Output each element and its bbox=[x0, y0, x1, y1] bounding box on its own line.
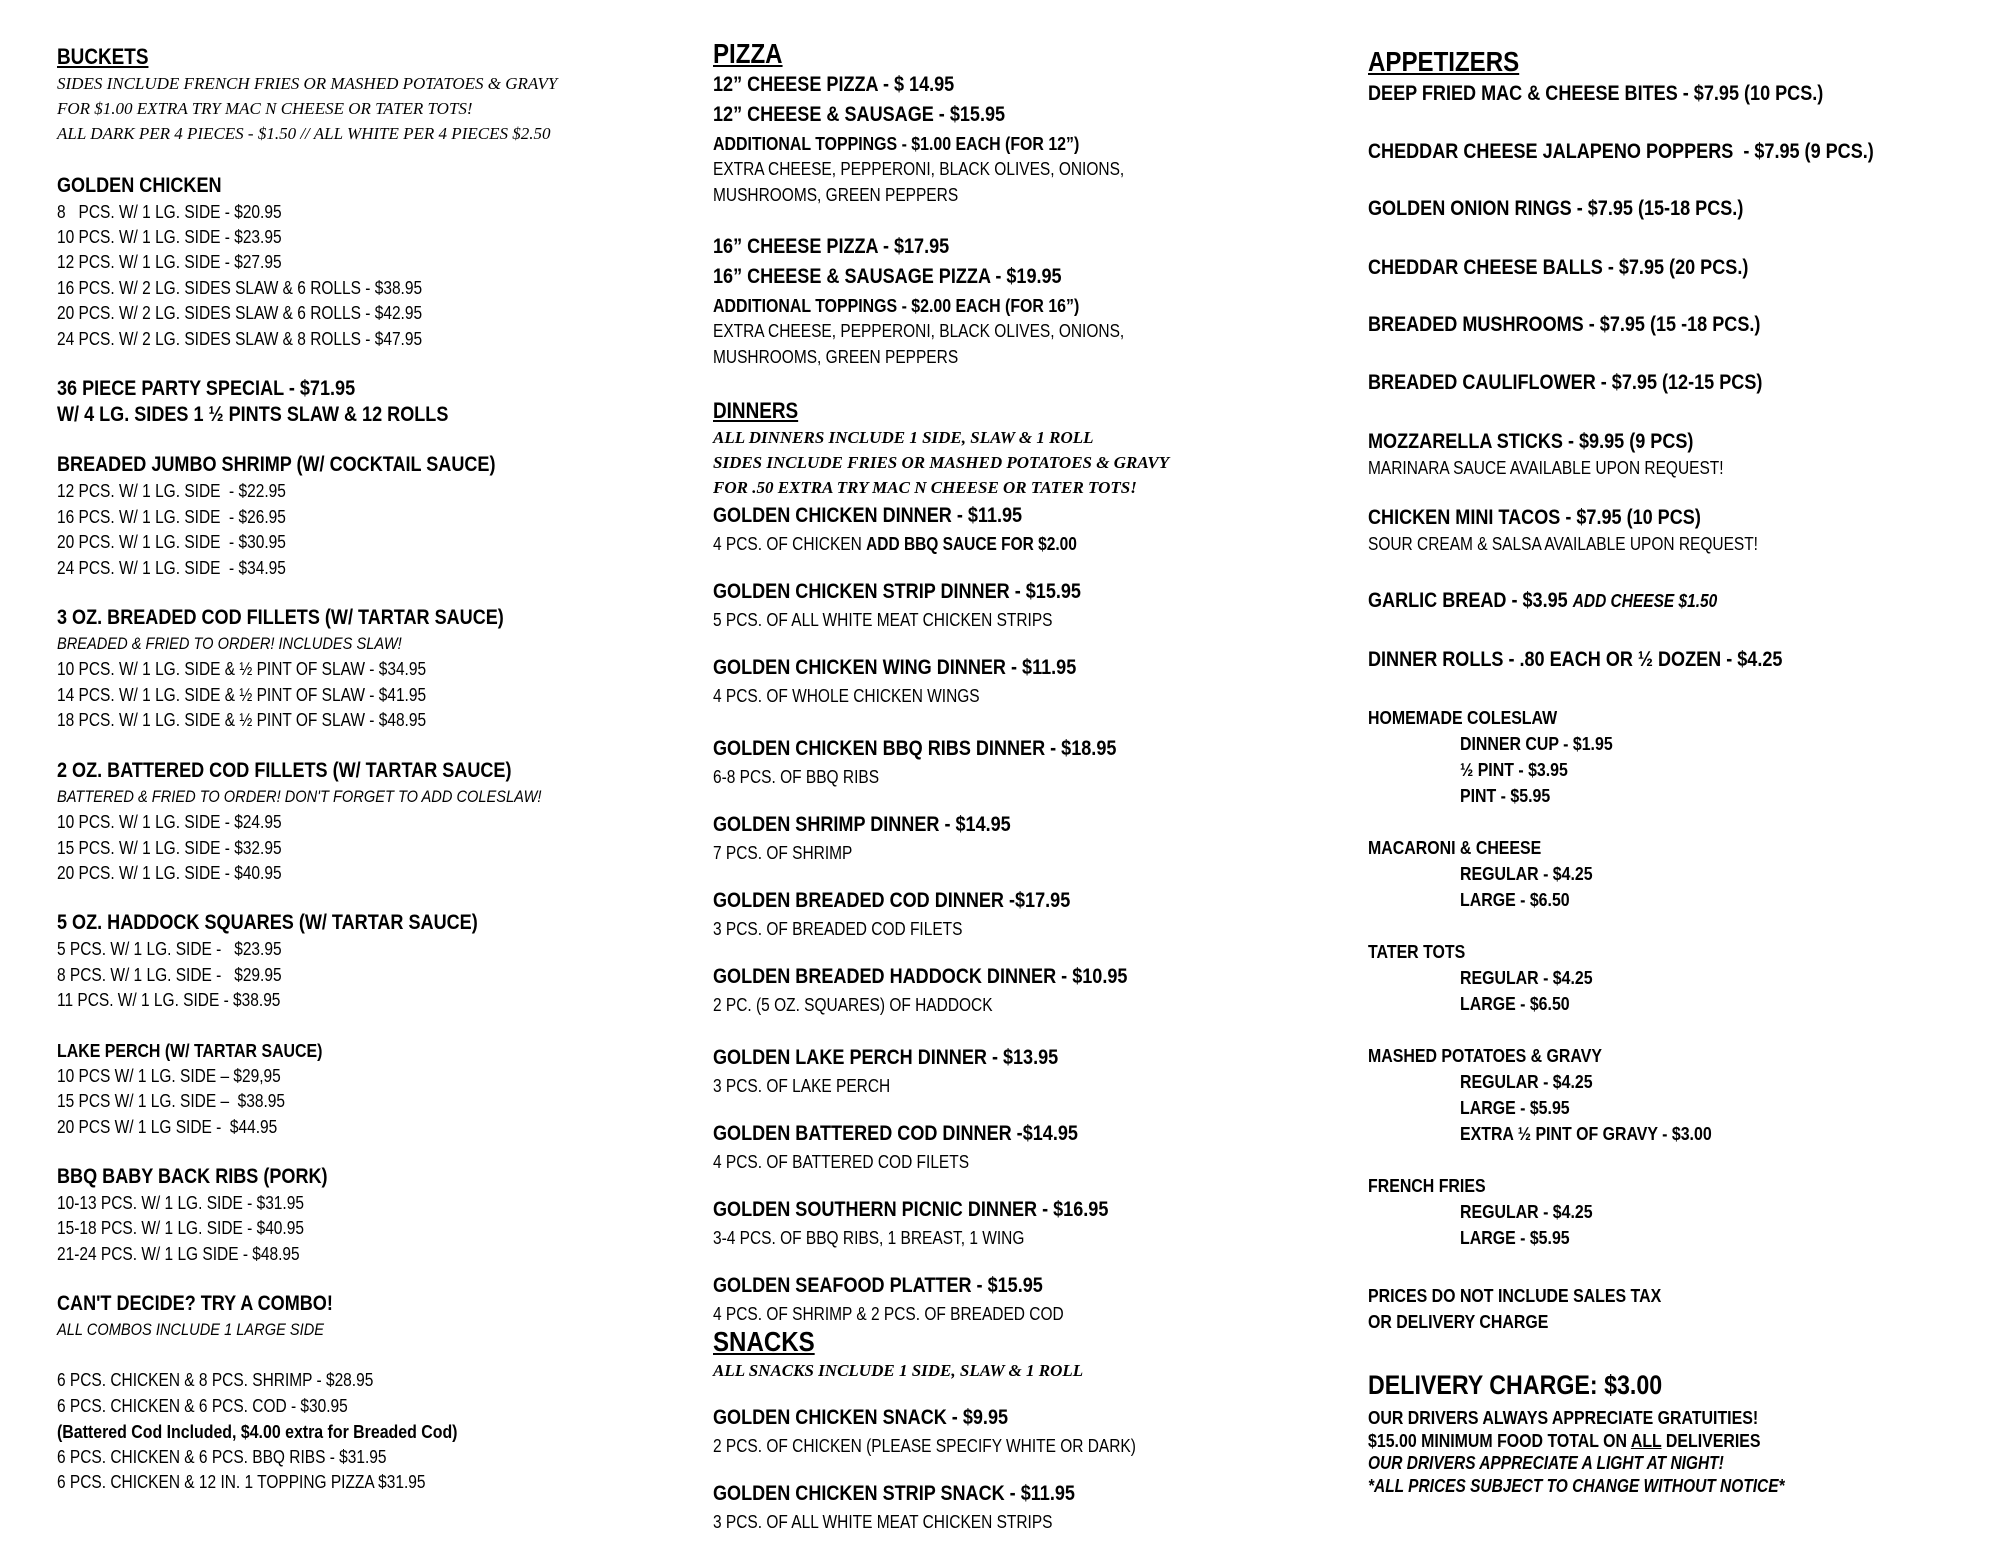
toppings-label: ADDITIONAL TOPPINGS - $1.00 EACH (FOR 12”) bbox=[713, 133, 1080, 154]
menu-item: 24 PCS. W/ 1 LG. SIDE - $34.95 bbox=[57, 558, 286, 578]
party-special-details: W/ 4 LG. SIDES 1 ½ PINTS SLAW & 12 ROLLS bbox=[57, 403, 449, 426]
section-title-lake-perch: LAKE PERCH (W/ TARTAR SAUCE) bbox=[57, 1040, 323, 1061]
side-size-price: PINT - $5.95 bbox=[1460, 785, 1551, 806]
menu-item-name: GOLDEN CHICKEN WING DINNER - $11.95 bbox=[713, 656, 1077, 679]
side-title-mac-cheese: MACARONI & CHEESE bbox=[1368, 837, 1542, 858]
side-title-tater-tots: TATER TOTS bbox=[1368, 941, 1466, 962]
delivery-deliveries-text: DELIVERIES bbox=[1661, 1430, 1761, 1451]
menu-item: 12 PCS. W/ 1 LG. SIDE - $22.95 bbox=[57, 481, 286, 501]
menu-item-name: 16” CHEESE PIZZA - $17.95 bbox=[713, 235, 950, 258]
menu-item-name: GOLDEN SOUTHERN PICNIC DINNER - $16.95 bbox=[713, 1198, 1109, 1221]
menu-item: 10 PCS. W/ 1 LG. SIDE & ½ PINT OF SLAW - $34.95 bbox=[57, 659, 427, 679]
section-title-bbq-ribs: BBQ BABY BACK RIBS (PORK) bbox=[57, 1165, 328, 1188]
menu-item: 10-13 PCS. W/ 1 LG. SIDE - $31.95 bbox=[57, 1193, 304, 1213]
menu-item-desc: 3-4 PCS. OF BBQ RIBS, 1 BREAST, 1 WING bbox=[713, 1228, 1025, 1248]
menu-item: 16 PCS. W/ 2 LG. SIDES SLAW & 6 ROLLS - $38.95 bbox=[57, 278, 423, 298]
menu-item-name: 12” CHEESE PIZZA - $ 14.95 bbox=[713, 73, 955, 96]
menu-item-name: GOLDEN BREADED HADDOCK DINNER - $10.95 bbox=[713, 965, 1128, 988]
appetizer-item: BREADED CAULIFLOWER - $7.95 (12-15 PCS) bbox=[1368, 371, 1763, 394]
garlic-bread-label: GARLIC BREAD - $3.95 bbox=[1368, 589, 1573, 612]
menu-item: 16 PCS. W/ 1 LG. SIDE - $26.95 bbox=[57, 507, 286, 527]
delivery-note: OUR DRIVERS ALWAYS APPRECIATE GRATUITIES! bbox=[1368, 1407, 1759, 1428]
note-line: FOR $1.00 EXTRA TRY MAC N CHEESE OR TATER TOTS! bbox=[57, 99, 473, 118]
menu-item-name: GOLDEN CHICKEN STRIP DINNER - $15.95 bbox=[713, 580, 1081, 603]
appetizer-note: MARINARA SAUCE AVAILABLE UPON REQUEST! bbox=[1368, 458, 1724, 478]
menu-item-desc bbox=[713, 534, 1077, 555]
note-line: ALL DARK PER 4 PIECES - $1.50 // ALL WHITE PER 4 PIECES $2.50 bbox=[57, 124, 551, 143]
menu-item-name: GOLDEN SHRIMP DINNER - $14.95 bbox=[713, 813, 1011, 836]
section-title-combo: CAN'T DECIDE? TRY A COMBO! bbox=[57, 1292, 333, 1315]
note-line: BREADED & FRIED TO ORDER! INCLUDES SLAW! bbox=[57, 634, 402, 653]
menu-item: 6 PCS. CHICKEN & 12 IN. 1 TOPPING PIZZA $31.95 bbox=[57, 1472, 426, 1492]
menu-item: 12 PCS. W/ 1 LG. SIDE - $27.95 bbox=[57, 252, 282, 272]
menu-item: 24 PCS. W/ 2 LG. SIDES SLAW & 8 ROLLS - $47.95 bbox=[57, 329, 423, 349]
menu-item-desc: 3 PCS. OF BREADED COD FILETS bbox=[713, 919, 963, 939]
menu-item-desc-text: 4 PCS. OF CHICKEN bbox=[713, 534, 867, 554]
menu-item-name: GOLDEN CHICKEN DINNER - $11.95 bbox=[713, 504, 1023, 527]
price-change-notice: *ALL PRICES SUBJECT TO CHANGE WITHOUT NOTICE* bbox=[1368, 1476, 1785, 1496]
section-title-battered-cod: 2 OZ. BATTERED COD FILLETS (W/ TARTAR SAUCE) bbox=[57, 759, 512, 782]
menu-item-desc: 4 PCS. OF SHRIMP & 2 PCS. OF BREADED COD bbox=[713, 1304, 1064, 1324]
menu-item-desc: 4 PCS. OF WHOLE CHICKEN WINGS bbox=[713, 686, 980, 706]
menu-item: 20 PCS W/ 1 LG SIDE - $44.95 bbox=[57, 1117, 278, 1137]
appetizer-item: MOZZARELLA STICKS - $9.95 (9 PCS) bbox=[1368, 430, 1694, 453]
note-line: ALL DINNERS INCLUDE 1 SIDE, SLAW & 1 ROLL bbox=[713, 428, 1094, 447]
side-title-mashed-potatoes: MASHED POTATOES & GRAVY bbox=[1368, 1045, 1602, 1066]
delivery-charge-title: DELIVERY CHARGE: $3.00 bbox=[1368, 1370, 1663, 1400]
section-title-appetizers: APPETIZERS bbox=[1368, 46, 1520, 77]
side-size-price: LARGE - $6.50 bbox=[1460, 889, 1570, 910]
side-size-price: ½ PINT - $3.95 bbox=[1460, 759, 1568, 780]
section-title-haddock: 5 OZ. HADDOCK SQUARES (W/ TARTAR SAUCE) bbox=[57, 911, 478, 934]
menu-item: 6 PCS. CHICKEN & 8 PCS. SHRIMP - $28.95 bbox=[57, 1370, 374, 1390]
toppings-label: ADDITIONAL TOPPINGS - $2.00 EACH (FOR 16”) bbox=[713, 295, 1080, 316]
note-line: ALL SNACKS INCLUDE 1 SIDE, SLAW & 1 ROLL bbox=[713, 1361, 1084, 1380]
menu-item: 5 PCS. W/ 1 LG. SIDE - $23.95 bbox=[57, 939, 282, 959]
appetizer-item: GOLDEN ONION RINGS - $7.95 (15-18 PCS.) bbox=[1368, 197, 1744, 220]
menu-item: 8 PCS. W/ 1 LG. SIDE - $20.95 bbox=[57, 202, 282, 222]
section-title-pizza: PIZZA bbox=[713, 38, 783, 69]
side-size-price: LARGE - $5.95 bbox=[1460, 1097, 1570, 1118]
note-line: FOR .50 EXTRA TRY MAC N CHEESE OR TATER TOTS! bbox=[713, 478, 1137, 497]
menu-item: 15-18 PCS. W/ 1 LG. SIDE - $40.95 bbox=[57, 1218, 304, 1238]
side-size-price: DINNER CUP - $1.95 bbox=[1460, 733, 1613, 754]
menu-item-name: GOLDEN BREADED COD DINNER -$17.95 bbox=[713, 889, 1071, 912]
delivery-note: OUR DRIVERS APPRECIATE A LIGHT AT NIGHT! bbox=[1368, 1453, 1724, 1473]
appetizer-item: CHICKEN MINI TACOS - $7.95 (10 PCS) bbox=[1368, 506, 1701, 529]
bbq-sauce-note: ADD BBQ SAUCE FOR $2.00 bbox=[866, 534, 1077, 554]
menu-item: 8 PCS. W/ 1 LG. SIDE - $29.95 bbox=[57, 965, 282, 985]
section-title-party-special: 36 PIECE PARTY SPECIAL - $71.95 bbox=[57, 377, 356, 400]
menu-item: 20 PCS. W/ 2 LG. SIDES SLAW & 6 ROLLS - $42.95 bbox=[57, 303, 423, 323]
menu-item: 18 PCS. W/ 1 LG. SIDE & ½ PINT OF SLAW - $48.95 bbox=[57, 710, 427, 730]
tax-notice: PRICES DO NOT INCLUDE SALES TAX bbox=[1368, 1285, 1662, 1306]
delivery-minimum-text: $15.00 MINIMUM FOOD TOTAL ON bbox=[1368, 1430, 1631, 1451]
note-line: ALL COMBOS INCLUDE 1 LARGE SIDE bbox=[57, 1320, 325, 1339]
menu-item: 6 PCS. CHICKEN & 6 PCS. COD - $30.95 bbox=[57, 1396, 348, 1416]
appetizer-item bbox=[1368, 589, 1717, 613]
combo-cod-note: (Battered Cod Included, $4.00 extra for Breaded Cod) bbox=[57, 1421, 458, 1442]
side-size-price: EXTRA ½ PINT OF GRAVY - $3.00 bbox=[1460, 1123, 1712, 1144]
menu-item: 10 PCS W/ 1 LG. SIDE – $29,95 bbox=[57, 1066, 281, 1086]
side-title-coleslaw: HOMEMADE COLESLAW bbox=[1368, 707, 1558, 728]
side-size-price: REGULAR - $4.25 bbox=[1460, 1201, 1593, 1222]
menu-item-desc: 2 PCS. OF CHICKEN (PLEASE SPECIFY WHITE OR DARK) bbox=[713, 1436, 1136, 1456]
appetizer-item: BREADED MUSHROOMS - $7.95 (15 -18 PCS.) bbox=[1368, 313, 1761, 336]
menu-item-desc: 5 PCS. OF ALL WHITE MEAT CHICKEN STRIPS bbox=[713, 610, 1053, 630]
menu-item-name: GOLDEN CHICKEN BBQ RIBS DINNER - $18.95 bbox=[713, 737, 1117, 760]
menu-item: 15 PCS. W/ 1 LG. SIDE - $32.95 bbox=[57, 838, 282, 858]
menu-item: 6 PCS. CHICKEN & 6 PCS. BBQ RIBS - $31.95 bbox=[57, 1447, 387, 1467]
side-size-price: REGULAR - $4.25 bbox=[1460, 967, 1593, 988]
menu-item-name: GOLDEN BATTERED COD DINNER -$14.95 bbox=[713, 1122, 1078, 1145]
menu-item: 20 PCS. W/ 1 LG. SIDE - $40.95 bbox=[57, 863, 282, 883]
menu-item-desc: 2 PC. (5 OZ. SQUARES) OF HADDOCK bbox=[713, 995, 993, 1015]
menu-item: 10 PCS. W/ 1 LG. SIDE - $24.95 bbox=[57, 812, 282, 832]
note-line: BATTERED & FRIED TO ORDER! DON'T FORGET TO ADD COLESLAW! bbox=[57, 787, 542, 806]
menu-item: 11 PCS. W/ 1 LG. SIDE - $38.95 bbox=[57, 990, 281, 1010]
section-title-golden-chicken: GOLDEN CHICKEN bbox=[57, 174, 222, 197]
appetizer-note: SOUR CREAM & SALSA AVAILABLE UPON REQUEST! bbox=[1368, 534, 1758, 554]
menu-item: 14 PCS. W/ 1 LG. SIDE & ½ PINT OF SLAW - $41.95 bbox=[57, 685, 427, 705]
appetizer-item: DEEP FRIED MAC & CHEESE BITES - $7.95 (10 PCS.) bbox=[1368, 82, 1824, 105]
menu-item-desc: 3 PCS. OF LAKE PERCH bbox=[713, 1076, 891, 1096]
menu-item-desc: 7 PCS. OF SHRIMP bbox=[713, 843, 853, 863]
menu-item-name: GOLDEN CHICKEN SNACK - $9.95 bbox=[713, 1406, 1009, 1429]
toppings-list: EXTRA CHEESE, PEPPERONI, BLACK OLIVES, ONIONS, bbox=[713, 321, 1125, 341]
delivery-all-text: ALL bbox=[1630, 1430, 1662, 1451]
section-title-buckets: BUCKETS bbox=[57, 44, 149, 69]
menu-item-name: 12” CHEESE & SAUSAGE - $15.95 bbox=[713, 103, 1006, 126]
appetizer-item: DINNER ROLLS - .80 EACH OR ½ DOZEN - $4.25 bbox=[1368, 648, 1783, 671]
tax-notice: OR DELIVERY CHARGE bbox=[1368, 1311, 1549, 1332]
appetizer-item: CHEDDAR CHEESE JALAPENO POPPERS - $7.95 (9 PCS.) bbox=[1368, 140, 1874, 163]
side-size-price: LARGE - $6.50 bbox=[1460, 993, 1570, 1014]
delivery-note bbox=[1368, 1430, 1761, 1452]
side-title-french-fries: FRENCH FRIES bbox=[1368, 1175, 1486, 1196]
menu-item-desc: 4 PCS. OF BATTERED COD FILETS bbox=[713, 1152, 970, 1172]
side-size-price: REGULAR - $4.25 bbox=[1460, 863, 1593, 884]
appetizer-item: CHEDDAR CHEESE BALLS - $7.95 (20 PCS.) bbox=[1368, 256, 1749, 279]
add-cheese-note: ADD CHEESE $1.50 bbox=[1572, 591, 1718, 611]
toppings-list: MUSHROOMS, GREEN PEPPERS bbox=[713, 347, 959, 367]
menu-item: 21-24 PCS. W/ 1 LG SIDE - $48.95 bbox=[57, 1244, 300, 1264]
toppings-list: EXTRA CHEESE, PEPPERONI, BLACK OLIVES, ONIONS, bbox=[713, 159, 1125, 179]
side-size-price: REGULAR - $4.25 bbox=[1460, 1071, 1593, 1092]
side-size-price: LARGE - $5.95 bbox=[1460, 1227, 1570, 1248]
menu-item-desc: 6-8 PCS. OF BBQ RIBS bbox=[713, 767, 880, 787]
menu-item-name: GOLDEN SEAFOOD PLATTER - $15.95 bbox=[713, 1274, 1043, 1297]
toppings-list: MUSHROOMS, GREEN PEPPERS bbox=[713, 185, 959, 205]
menu-item-desc: 3 PCS. OF ALL WHITE MEAT CHICKEN STRIPS bbox=[713, 1512, 1053, 1532]
section-title-shrimp: BREADED JUMBO SHRIMP (W/ COCKTAIL SAUCE) bbox=[57, 453, 496, 476]
note-line: SIDES INCLUDE FRENCH FRIES OR MASHED POTATOES & GRAVY bbox=[57, 74, 558, 93]
menu-item-name: GOLDEN CHICKEN STRIP SNACK - $11.95 bbox=[713, 1482, 1075, 1505]
menu-item-name: 16” CHEESE & SAUSAGE PIZZA - $19.95 bbox=[713, 265, 1062, 288]
menu-item: 20 PCS. W/ 1 LG. SIDE - $30.95 bbox=[57, 532, 286, 552]
menu-item: 15 PCS W/ 1 LG. SIDE – $38.95 bbox=[57, 1091, 286, 1111]
menu-item-name: GOLDEN LAKE PERCH DINNER - $13.95 bbox=[713, 1046, 1059, 1069]
menu-item: 10 PCS. W/ 1 LG. SIDE - $23.95 bbox=[57, 227, 282, 247]
section-title-snacks: SNACKS bbox=[713, 1326, 815, 1357]
note-line: SIDES INCLUDE FRIES OR MASHED POTATOES & GRAVY bbox=[713, 453, 1170, 472]
section-title-dinners: DINNERS bbox=[713, 398, 799, 423]
section-title-breaded-cod: 3 OZ. BREADED COD FILLETS (W/ TARTAR SAUCE) bbox=[57, 606, 504, 629]
